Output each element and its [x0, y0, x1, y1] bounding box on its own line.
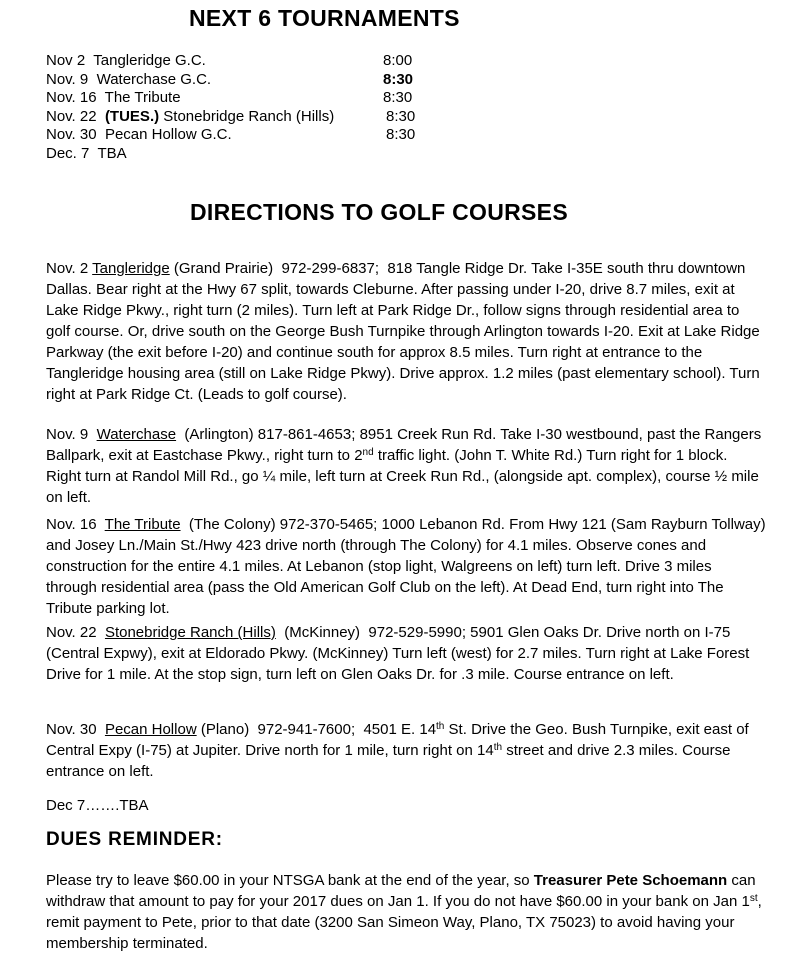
ordinal-suffix: th [493, 742, 503, 753]
course-phone: 972-941-7600; [257, 721, 356, 738]
schedule-date: Dec. 7 [46, 144, 90, 162]
dues-text: can withdraw that amount to pay for your 2017 dues on Jan 1. If you do not have $60.00 in your bank on Jan 1 [46, 872, 756, 910]
direction-text-part: Drive the Geo. Bush Turnpike, exit east of Central Expy (I-75) at Jupiter. Drive north for 1 mile, turn right on 14 [46, 721, 749, 759]
course-address: 8951 Creek Run Rd. [359, 426, 497, 443]
direction-date: Nov. 22 [46, 624, 97, 641]
schedule-date: Nov. 30 [46, 126, 97, 143]
course-city: (Grand Prairie) [173, 260, 274, 277]
direction-text: Drive north on I-75 (Central Expwy), exit at Eldorado Pkwy. (McKinney) Turn left (west) for 2.7 miles. Turn right at Lake Forest Drive for 1 mile. At the stop sign, turn left on Glen Oaks Dr. for .3 mile. Course entrance on left. [46, 624, 750, 683]
directions-tribute [46, 514, 766, 619]
ordinal-suffix: th [436, 721, 445, 732]
direction-text-part: traffic light. (John T. White Rd.) Turn right for 1 block. Right turn at Randol Mill Rd., go ¼ mile, left turn at Creek Run Rd., (alongside apt. complex), course ½ mile on left. [46, 447, 759, 506]
schedule-course: The Tribute [104, 89, 181, 106]
schedule-course: Stonebridge Ranch (Hills) [163, 107, 335, 125]
direction-date: Nov. 30 [46, 721, 97, 738]
schedule-time: 8:30 [383, 70, 414, 88]
dues-heading: DUES REMINDER: [46, 829, 223, 850]
course-name: Pecan Hollow [104, 721, 197, 738]
dues-text: , remit payment to Pete, prior to that date (3200 San Simeon Way, Plano, TX 75023) to avoid having your membership terminated. [46, 893, 762, 952]
direction-date: Nov. 2 [46, 260, 89, 277]
directions-pecan-hollow [46, 719, 766, 782]
directions-stonebridge [46, 622, 766, 685]
course-phone: 972-299-6837; [281, 260, 380, 277]
schedule-row [46, 89, 413, 108]
schedule-date: Nov 2 [46, 52, 86, 69]
schedule-time: 8:30 [383, 89, 413, 106]
ordinal-suffix: nd [362, 447, 374, 458]
schedule-row [46, 52, 413, 71]
address-part: St. [444, 721, 467, 738]
next-tournaments-heading: NEXT 6 TOURNAMENTS [189, 5, 460, 31]
course-address: 1000 Lebanon Rd. [381, 516, 505, 533]
course-city: (Plano) [200, 721, 250, 738]
tournament-schedule [46, 52, 416, 163]
direction-text: Take I-35E south thru downtown Dallas. Bear right at the Hwy 67 split, towards Cleburne. After passing under I-20, drive 8.7 miles, exit at Lake Ridge Pkwy., right turn (2 miles). Turn left at Park Ridge Dr., follow signs through residential area to golf course. Or, drive south on the George Bush Turnpike through Arlington towards I-20. Exit at Lake Ridge Parkway (the exit before I-20) and continue south for approx 8.5 miles. Turn right at entrance to the Tangleridge housing area (still on Lake Ridge Pkwy). Drive approx. 1.2 miles (past elementary school). Turn right at Park Ridge Ct. (Leads to golf course). [46, 260, 760, 403]
schedule-time: 8:00 [383, 52, 413, 69]
schedule-course: Waterchase G.C. [96, 70, 212, 88]
course-name: The Tribute [104, 516, 181, 533]
direction-date: Nov. 16 [46, 516, 97, 533]
course-address [363, 721, 466, 738]
schedule-date: Nov. 9 [46, 70, 89, 88]
course-name: Waterchase [96, 426, 177, 443]
address-part: 4501 E. 14 [363, 721, 437, 738]
course-phone: 972-370-5465; [279, 516, 378, 533]
course-address: 5901 Glen Oaks Dr. [470, 624, 602, 641]
direction-text: From Hwy 121 (Sam Rayburn Tollway) and Josey Ln./Main St./Hwy 423 drive north (through The Colony) for 4.1 miles. Observe cones and construction for the entire 4.1 miles. At Lebanon (stop light, Walgreens on left) turn left. Drive 3 miles through residential area (pass the Old American Golf Club on the left). At Dead End, turn right into The Tribute parking lot. [46, 516, 766, 617]
dues-paragraph [46, 870, 766, 954]
directions-tangleridge [46, 258, 766, 405]
course-city: (Arlington) [184, 426, 254, 443]
schedule-row [46, 126, 416, 145]
direction-date: Nov. 9 [46, 426, 89, 443]
course-name: Stonebridge Ranch (Hills) [104, 624, 276, 641]
schedule-time: 8:30 [386, 126, 416, 143]
direction-text-part: Take I-30 westbound, past the Rangers Ballpark, exit at Eastchase Pkwy., right turn to 2 [46, 426, 762, 464]
schedule-row [46, 70, 414, 90]
schedule-course: Tangleridge G.C. [93, 52, 206, 69]
ordinal-suffix: st [749, 893, 758, 904]
course-address: 818 Tangle Ridge Dr. [387, 260, 528, 277]
course-city: (McKinney) [284, 624, 361, 641]
schedule-row [46, 107, 416, 127]
directions-waterchase [46, 424, 766, 508]
course-city: (The Colony) [188, 516, 276, 533]
direction-text-part: street and drive 2.3 miles. Course entrance on left. [46, 742, 731, 780]
directions-heading: DIRECTIONS TO GOLF COURSES [190, 199, 568, 225]
course-name: Tangleridge [92, 260, 170, 277]
schedule-course: Pecan Hollow G.C. [104, 126, 232, 143]
schedule-course: TBA [97, 144, 127, 162]
schedule-time: 8:30 [386, 107, 416, 125]
schedule-note: (TUES.) [104, 107, 160, 125]
course-phone: 972-529-5990; [368, 624, 466, 641]
schedule-date: Nov. 16 [46, 89, 97, 106]
directions-tba [46, 795, 766, 816]
schedule-row [46, 145, 334, 164]
direction-date: Dec 7 [46, 797, 86, 814]
course-phone: 817-861-4653; [257, 426, 356, 443]
schedule-date: Nov. 22 [46, 107, 97, 125]
dues-text: Please try to leave $60.00 in your NTSGA bank at the end of the year, so [46, 872, 534, 889]
direction-text: …….TBA [85, 797, 149, 814]
treasurer-name: Treasurer Pete Schoemann [533, 872, 728, 889]
